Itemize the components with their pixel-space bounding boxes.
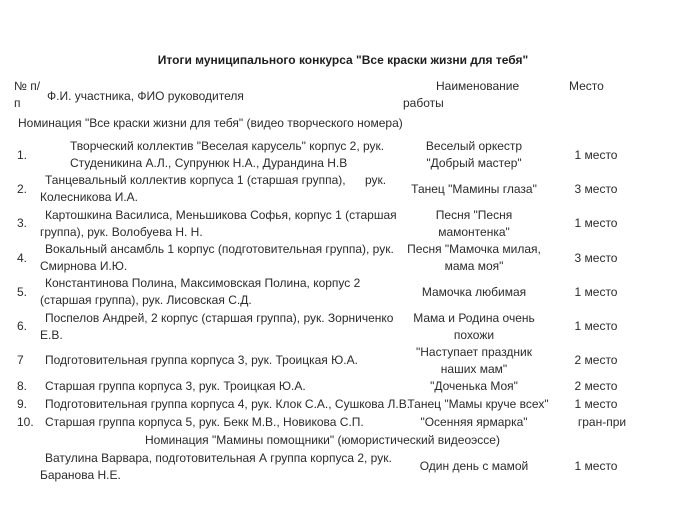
participant-line1: Ватулина Варвара, подготовительная А группа корпуса 2, рук. — [45, 451, 392, 465]
work-line1: Песня "Песня — [435, 208, 513, 222]
work-line1: Веселый оркестр — [425, 139, 523, 153]
work-line2: "Добрый мастер" — [426, 156, 522, 170]
work-line1: Танец "Мамины глаза" — [411, 182, 537, 196]
participant-line1: Вокальный ансамбль 1 корпус (подготовительная группа), рук. — [45, 242, 394, 256]
work-line1: "Доченька Моя" — [430, 379, 518, 393]
participant-line1: Картошкина Василиса, Меньшикова Софья, корпус 1 (старшая — [45, 208, 397, 222]
place-value: 1 место — [574, 459, 618, 473]
header-participant: Ф.И. участника, ФИО руководителя — [47, 89, 244, 103]
header-work-line1: Наименование — [436, 79, 520, 93]
participant-line1: Подготовительная группа корпуса 4, рук. Клок С.А., Сушкова Л.В. — [45, 397, 411, 411]
nomination-heading: Номинация "Мамины помощники" (юмористический видеоэссе) — [145, 433, 500, 447]
row-number: 5. — [17, 285, 28, 299]
header-num-line1: № п/ — [14, 79, 41, 93]
header-work-line2: работы — [403, 96, 444, 110]
nomination-heading: Номинация "Все краски жизни для тебя" (видео творческого номера) — [18, 116, 403, 130]
document-title: Итоги муниципального конкурса "Все краски жизни для тебя" — [157, 53, 529, 67]
participant-line1: Старшая группа корпуса 5, рук. Бекк М.В., Новикова С.П. — [45, 415, 364, 429]
work-line2: мамонтенка" — [438, 225, 510, 239]
place-value: 1 место — [574, 216, 618, 230]
row-number: 10. — [17, 415, 34, 429]
work-line1: Танец "Мамы круче всех" — [407, 397, 549, 411]
place-value: 1 место — [574, 397, 618, 411]
work-line1: Один день с мамой — [419, 459, 529, 473]
participant-line2: (старшая группа), рук. Лисовская С.Д. — [40, 293, 252, 307]
participant-line1: Константинова Полина, Максимовская Полина, корпус 2 — [45, 276, 361, 290]
work-line1: Мамочка любимая — [421, 285, 527, 299]
place-value: 3 место — [574, 251, 618, 265]
place-value: 1 место — [574, 285, 618, 299]
participant-line1-suffix: рук. — [365, 173, 387, 187]
row-number: 8. — [17, 379, 28, 393]
participant-line1: Поспелов Андрей, 2 корпус (старшая группа), рук. Зорниченко — [45, 311, 394, 325]
work-line1: Мама и Родина очень — [413, 311, 535, 325]
participant-line2: группа), рук. Волобуева Н. Н. — [40, 225, 203, 239]
participant-line2: Студеникина А.Л., Супрунюк Н.А., Дурандина Н.В — [70, 156, 348, 170]
work-line1: "Осенняя ярмарка" — [420, 415, 528, 429]
row-number: 3. — [17, 216, 28, 230]
row-number: 7 — [17, 353, 24, 367]
participant-line1: Творческий коллектив "Веселая карусель" корпус 2, рук. — [70, 139, 385, 153]
header-num-line2: п — [14, 96, 21, 110]
row-number: 2. — [17, 182, 28, 196]
place-value: гран-при — [577, 415, 627, 429]
row-number: 4. — [17, 251, 28, 265]
place-value: 2 место — [574, 353, 618, 367]
participant-line2: Е.В. — [40, 328, 63, 342]
place-value: 1 место — [574, 319, 618, 333]
work-line1: Песня "Мамочка милая, — [407, 242, 541, 256]
participant-line2: Смирнова И.Ю. — [40, 259, 128, 273]
work-line2: мама моя" — [444, 259, 504, 273]
row-number: 9. — [17, 397, 28, 411]
header-place: Место — [569, 79, 604, 93]
row-number: 6. — [17, 319, 28, 333]
participant-line2: Баранова Н.Е. — [40, 468, 121, 482]
place-value: 2 место — [574, 379, 618, 393]
row-number: 1. — [17, 148, 28, 162]
participant-line1: Подготовительная группа корпуса 3, рук. Троицкая Ю.А. — [45, 353, 358, 367]
work-line2: наших мам" — [440, 362, 508, 376]
place-value: 3 место — [574, 182, 618, 196]
participant-line1: Старшая группа корпуса 3, рук. Троицкая Ю.А. — [45, 379, 306, 393]
participant-line1: Танцевальный коллектив корпуса 1 (старшая группа), — [45, 173, 346, 187]
work-line1: "Наступает праздник — [415, 345, 533, 359]
work-line2: похожи — [453, 328, 495, 342]
place-value: 1 место — [574, 148, 618, 162]
participant-line2: Колесникова И.А. — [40, 190, 139, 204]
